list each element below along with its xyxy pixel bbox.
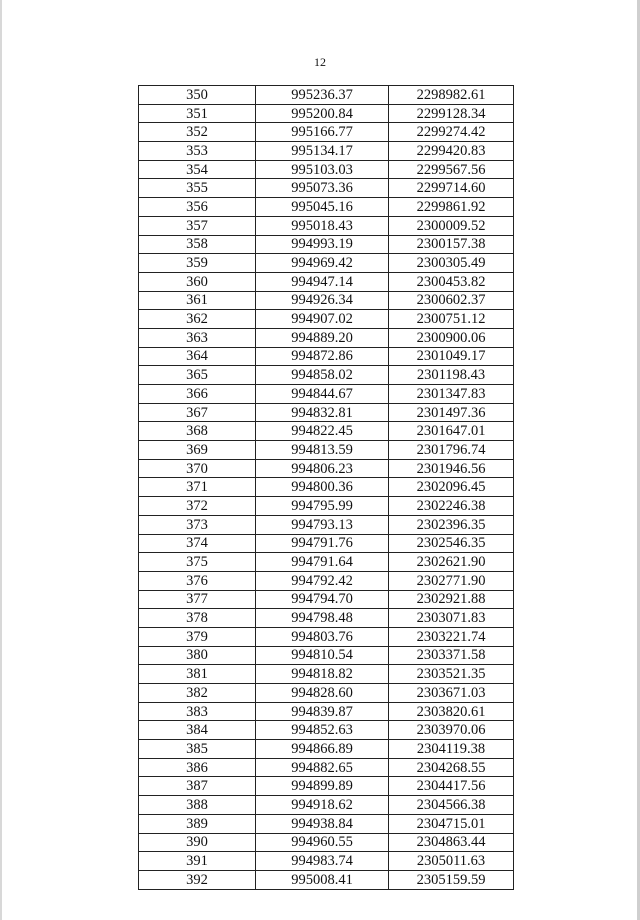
x-coordinate-cell: 994918.62	[256, 796, 389, 815]
table-row	[139, 702, 514, 721]
point-number-cell: 374	[139, 534, 256, 553]
table-row	[139, 403, 514, 422]
table-row	[139, 758, 514, 777]
y-coordinate-cell: 2302921.88	[389, 590, 514, 609]
table-row	[139, 385, 514, 404]
x-coordinate-cell: 994813.59	[256, 441, 389, 460]
point-number-cell: 364	[139, 347, 256, 366]
table-row	[139, 310, 514, 329]
point-number-cell: 354	[139, 160, 256, 179]
y-coordinate-cell: 2300900.06	[389, 328, 514, 347]
point-number-cell: 368	[139, 422, 256, 441]
table-row	[139, 86, 514, 105]
y-coordinate-cell: 2303371.58	[389, 646, 514, 665]
table-row	[139, 740, 514, 759]
table-row	[139, 646, 514, 665]
point-number-cell: 392	[139, 870, 256, 889]
x-coordinate-cell: 994822.45	[256, 422, 389, 441]
y-coordinate-cell: 2301647.01	[389, 422, 514, 441]
table-row	[139, 515, 514, 534]
x-coordinate-cell: 994791.64	[256, 553, 389, 572]
table-row	[139, 216, 514, 235]
table-row	[139, 852, 514, 871]
x-coordinate-cell: 994858.02	[256, 366, 389, 385]
x-coordinate-cell: 994839.87	[256, 702, 389, 721]
point-number-cell: 377	[139, 590, 256, 609]
y-coordinate-cell: 2299861.92	[389, 198, 514, 217]
x-coordinate-cell: 994969.42	[256, 254, 389, 273]
y-coordinate-cell: 2303521.35	[389, 665, 514, 684]
point-number-cell: 358	[139, 235, 256, 254]
table-row	[139, 833, 514, 852]
point-number-cell: 365	[139, 366, 256, 385]
x-coordinate-cell: 994899.89	[256, 777, 389, 796]
table-row	[139, 796, 514, 815]
x-coordinate-cell: 994798.48	[256, 609, 389, 628]
x-coordinate-cell: 995103.03	[256, 160, 389, 179]
x-coordinate-cell: 994792.42	[256, 571, 389, 590]
x-coordinate-cell: 994810.54	[256, 646, 389, 665]
point-number-cell: 351	[139, 104, 256, 123]
x-coordinate-cell: 994983.74	[256, 852, 389, 871]
table-row	[139, 254, 514, 273]
point-number-cell: 385	[139, 740, 256, 759]
table-row	[139, 272, 514, 291]
table-row	[139, 291, 514, 310]
coordinates-table	[138, 85, 514, 890]
x-coordinate-cell: 994907.02	[256, 310, 389, 329]
y-coordinate-cell: 2300751.12	[389, 310, 514, 329]
point-number-cell: 361	[139, 291, 256, 310]
y-coordinate-cell: 2298982.61	[389, 86, 514, 105]
x-coordinate-cell: 994791.76	[256, 534, 389, 553]
x-coordinate-cell: 994882.65	[256, 758, 389, 777]
y-coordinate-cell: 2299567.56	[389, 160, 514, 179]
table-row	[139, 684, 514, 703]
table-row	[139, 160, 514, 179]
point-number-cell: 367	[139, 403, 256, 422]
point-number-cell: 391	[139, 852, 256, 871]
point-number-cell: 355	[139, 179, 256, 198]
y-coordinate-cell: 2303671.03	[389, 684, 514, 703]
y-coordinate-cell: 2302246.38	[389, 497, 514, 516]
y-coordinate-cell: 2301347.83	[389, 385, 514, 404]
point-number-cell: 356	[139, 198, 256, 217]
y-coordinate-cell: 2303820.61	[389, 702, 514, 721]
y-coordinate-cell: 2305011.63	[389, 852, 514, 871]
y-coordinate-cell: 2300009.52	[389, 216, 514, 235]
table-row	[139, 347, 514, 366]
page-number: 12	[314, 55, 326, 69]
table-row	[139, 870, 514, 889]
table-row	[139, 142, 514, 161]
point-number-cell: 369	[139, 441, 256, 460]
y-coordinate-cell: 2299274.42	[389, 123, 514, 142]
y-coordinate-cell: 2301497.36	[389, 403, 514, 422]
table-row	[139, 198, 514, 217]
point-number-cell: 363	[139, 328, 256, 347]
point-number-cell: 359	[139, 254, 256, 273]
point-number-cell: 389	[139, 814, 256, 833]
x-coordinate-cell: 994889.20	[256, 328, 389, 347]
x-coordinate-cell: 994803.76	[256, 627, 389, 646]
table-row	[139, 609, 514, 628]
y-coordinate-cell: 2301198.43	[389, 366, 514, 385]
x-coordinate-cell: 994866.89	[256, 740, 389, 759]
x-coordinate-cell: 995045.16	[256, 198, 389, 217]
x-coordinate-cell: 994852.63	[256, 721, 389, 740]
y-coordinate-cell: 2304566.38	[389, 796, 514, 815]
y-coordinate-cell: 2300602.37	[389, 291, 514, 310]
y-coordinate-cell: 2304863.44	[389, 833, 514, 852]
table-row	[139, 665, 514, 684]
table-row	[139, 123, 514, 142]
table-row	[139, 422, 514, 441]
table-row	[139, 104, 514, 123]
y-coordinate-cell: 2304417.56	[389, 777, 514, 796]
point-number-cell: 381	[139, 665, 256, 684]
x-coordinate-cell: 994800.36	[256, 478, 389, 497]
table-row	[139, 590, 514, 609]
point-number-cell: 384	[139, 721, 256, 740]
point-number-cell: 350	[139, 86, 256, 105]
y-coordinate-cell: 2304268.55	[389, 758, 514, 777]
table-row	[139, 366, 514, 385]
y-coordinate-cell: 2301049.17	[389, 347, 514, 366]
x-coordinate-cell: 995008.41	[256, 870, 389, 889]
x-coordinate-cell: 995134.17	[256, 142, 389, 161]
y-coordinate-cell: 2300453.82	[389, 272, 514, 291]
x-coordinate-cell: 995073.36	[256, 179, 389, 198]
table-row	[139, 777, 514, 796]
y-coordinate-cell: 2304715.01	[389, 814, 514, 833]
point-number-cell: 360	[139, 272, 256, 291]
y-coordinate-cell: 2303970.06	[389, 721, 514, 740]
y-coordinate-cell: 2302771.90	[389, 571, 514, 590]
point-number-cell: 386	[139, 758, 256, 777]
table-row	[139, 553, 514, 572]
point-number-cell: 362	[139, 310, 256, 329]
y-coordinate-cell: 2301946.56	[389, 459, 514, 478]
point-number-cell: 353	[139, 142, 256, 161]
x-coordinate-cell: 995166.77	[256, 123, 389, 142]
point-number-cell: 387	[139, 777, 256, 796]
y-coordinate-cell: 2299128.34	[389, 104, 514, 123]
y-coordinate-cell: 2304119.38	[389, 740, 514, 759]
table-row	[139, 627, 514, 646]
x-coordinate-cell: 994926.34	[256, 291, 389, 310]
scan-edge-left	[0, 0, 2, 920]
table-row	[139, 179, 514, 198]
table-row	[139, 497, 514, 516]
table-row	[139, 459, 514, 478]
point-number-cell: 380	[139, 646, 256, 665]
x-coordinate-cell: 995236.37	[256, 86, 389, 105]
table-row	[139, 235, 514, 254]
x-coordinate-cell: 995018.43	[256, 216, 389, 235]
y-coordinate-cell: 2302096.45	[389, 478, 514, 497]
table-row	[139, 328, 514, 347]
x-coordinate-cell: 994844.67	[256, 385, 389, 404]
point-number-cell: 370	[139, 459, 256, 478]
table-row	[139, 721, 514, 740]
table-row	[139, 478, 514, 497]
y-coordinate-cell: 2299420.83	[389, 142, 514, 161]
point-number-cell: 379	[139, 627, 256, 646]
y-coordinate-cell: 2305159.59	[389, 870, 514, 889]
y-coordinate-cell: 2299714.60	[389, 179, 514, 198]
x-coordinate-cell: 994828.60	[256, 684, 389, 703]
x-coordinate-cell: 994993.19	[256, 235, 389, 254]
table-row	[139, 441, 514, 460]
x-coordinate-cell: 994938.84	[256, 814, 389, 833]
x-coordinate-cell: 994947.14	[256, 272, 389, 291]
x-coordinate-cell: 994832.81	[256, 403, 389, 422]
x-coordinate-cell: 994872.86	[256, 347, 389, 366]
table-row	[139, 814, 514, 833]
point-number-cell: 376	[139, 571, 256, 590]
point-number-cell: 382	[139, 684, 256, 703]
table-row	[139, 534, 514, 553]
y-coordinate-cell: 2300157.38	[389, 235, 514, 254]
x-coordinate-cell: 994818.82	[256, 665, 389, 684]
point-number-cell: 366	[139, 385, 256, 404]
point-number-cell: 371	[139, 478, 256, 497]
point-number-cell: 372	[139, 497, 256, 516]
y-coordinate-cell: 2303221.74	[389, 627, 514, 646]
x-coordinate-cell: 994794.70	[256, 590, 389, 609]
y-coordinate-cell: 2303071.83	[389, 609, 514, 628]
point-number-cell: 378	[139, 609, 256, 628]
point-number-cell: 383	[139, 702, 256, 721]
x-coordinate-cell: 994795.99	[256, 497, 389, 516]
y-coordinate-cell: 2302621.90	[389, 553, 514, 572]
y-coordinate-cell: 2302546.35	[389, 534, 514, 553]
y-coordinate-cell: 2300305.49	[389, 254, 514, 273]
y-coordinate-cell: 2302396.35	[389, 515, 514, 534]
x-coordinate-cell: 994806.23	[256, 459, 389, 478]
point-number-cell: 388	[139, 796, 256, 815]
point-number-cell: 373	[139, 515, 256, 534]
table-row	[139, 571, 514, 590]
point-number-cell: 352	[139, 123, 256, 142]
x-coordinate-cell: 994960.55	[256, 833, 389, 852]
x-coordinate-cell: 995200.84	[256, 104, 389, 123]
x-coordinate-cell: 994793.13	[256, 515, 389, 534]
point-number-cell: 357	[139, 216, 256, 235]
point-number-cell: 390	[139, 833, 256, 852]
y-coordinate-cell: 2301796.74	[389, 441, 514, 460]
point-number-cell: 375	[139, 553, 256, 572]
coordinates-table-body	[139, 86, 514, 890]
